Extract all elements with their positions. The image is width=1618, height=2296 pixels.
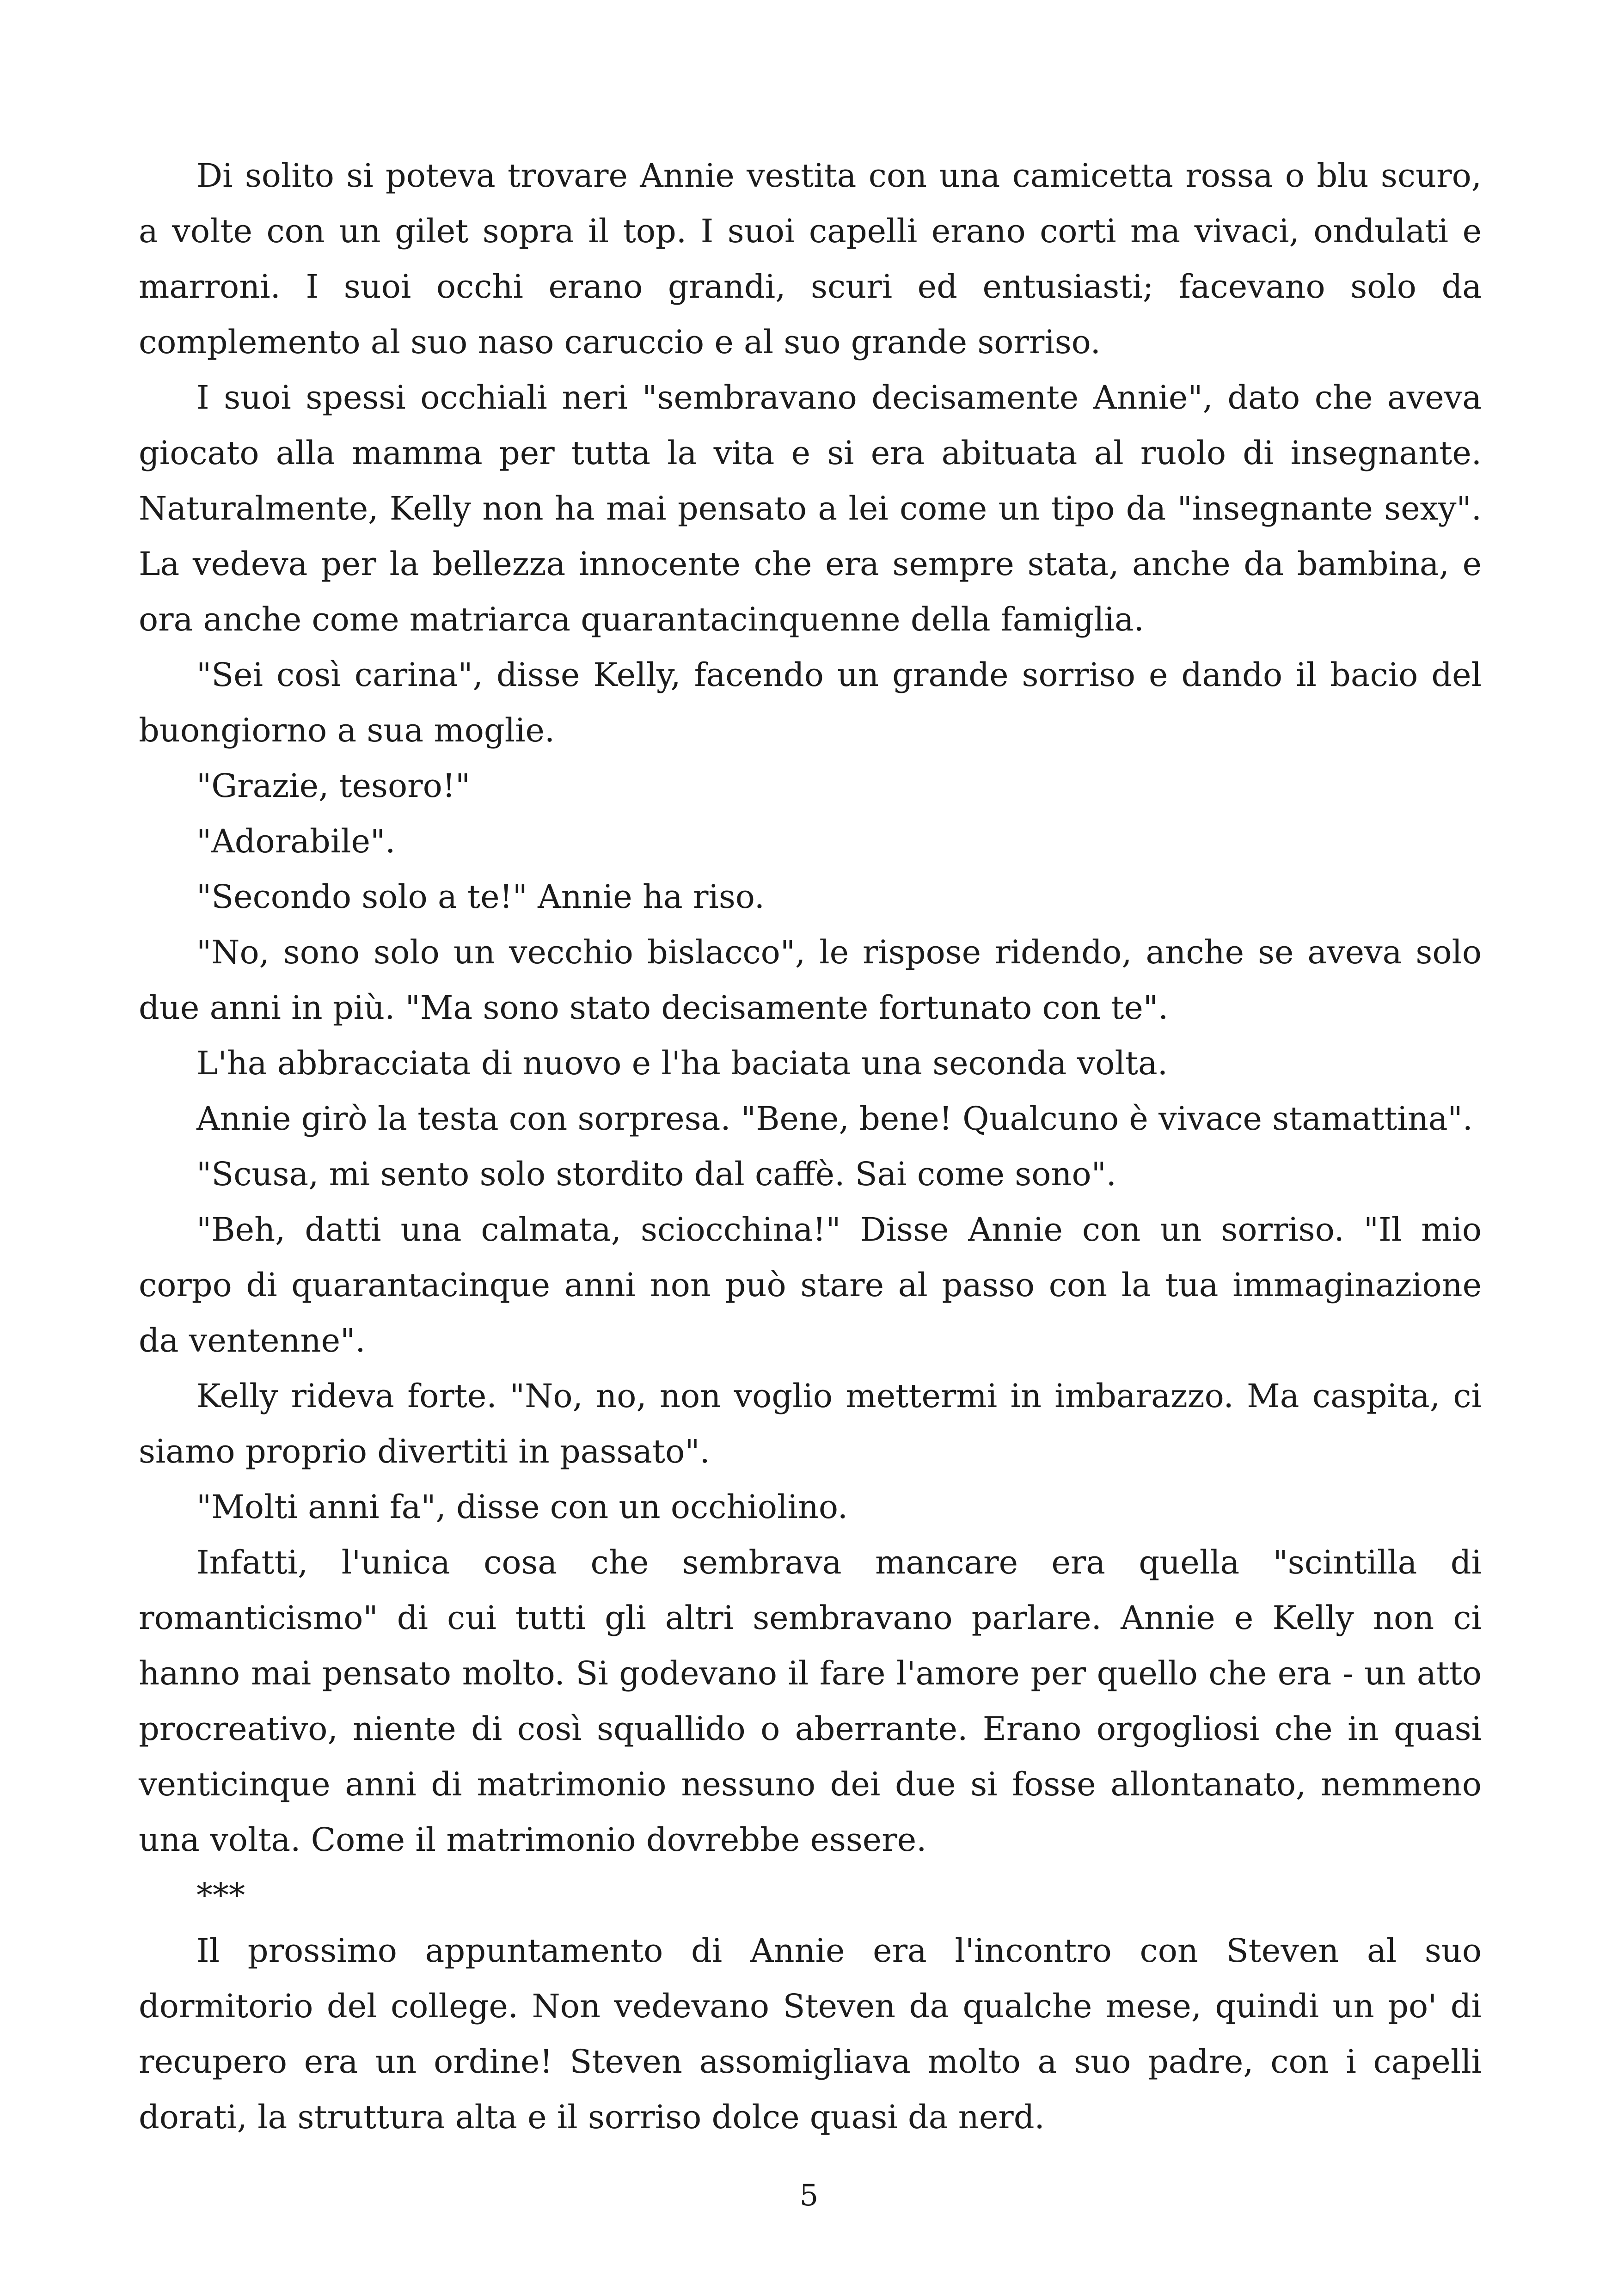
paragraph: "Scusa, mi sento solo stordito dal caffè. Sai come sono". [196,1155,1117,1193]
paragraph: Di solito si poteva trovare Annie vestita con una camicetta rossa o blu scuro, a volte con un gilet sopra il top. I suoi capelli erano corti ma vivaci, ondulati e marroni. I suoi occhi erano grandi, scuri ed entusiasti; facevano solo da complemento al suo naso caruccio e al suo grande sorriso. [139,157,1482,361]
paragraph: Annie girò la testa con sorpresa. "Bene, bene! Qualcuno è vivace stamattina". [196,1100,1473,1138]
paragraph: "Sei così carina", disse Kelly, facendo un grande sorriso e dando il bacio del buongiorno a sua moglie. [139,656,1482,749]
paragraph: "Molti anni fa", disse con un occhiolino. [196,1488,848,1526]
paragraph: "Adorabile". [196,822,396,860]
paragraph: "Secondo solo a te!" Annie ha riso. [196,878,765,916]
page-number: 5 [799,2179,819,2213]
paragraph: L'ha abbracciata di nuovo e l'ha baciata una seconda volta. [196,1044,1168,1082]
paragraph: Il prossimo appuntamento di Annie era l'incontro con Steven al suo dormitorio del college. Non vedevano Steven da qualche mese, quindi un po' di recupero era un ordine! Steven assomigliava molto a suo padre, con i capelli dorati, la struttura alta e il sorriso dolce quasi da nerd. [139,1932,1482,2136]
paragraph: "Beh, datti una calmata, sciocchina!" Disse Annie con un sorriso. "Il mio corpo di quarantacinque anni non può stare al passo con la tua immaginazione da ventenne". [139,1211,1482,1359]
paragraph: "No, sono solo un vecchio bislacco", le rispose ridendo, anche se aveva solo due anni in più. "Ma sono stato decisamente fortunato con te". [139,933,1482,1027]
paragraph: Infatti, l'unica cosa che sembrava mancare era quella "scintilla di romanticismo" di cui tutti gli altri sembravano parlare. Annie e Kelly non ci hanno mai pensato molto. Si godevano il fare l'amore per quello che era - un atto procreativo, niente di così squallido o aberrante. Erano orgogliosi che in quasi venticinque anni di matrimonio nessuno dei due si fosse allontanato, nemmeno una volta. Come il matrimonio dovrebbe essere. [139,1543,1482,1859]
paragraph: I suoi spessi occhiali neri "sembravano decisamente Annie", dato che aveva giocato alla mamma per tutta la vita e si era abituata al ruolo di insegnante. Naturalmente, Kelly non ha mai pensato a lei come un tipo da "insegnante sexy". La vedeva per la bellezza innocente che era sempre stata, anche da bambina, e ora anche come matriarca quarantacinquenne della famiglia. [139,379,1482,638]
body-text [139,148,1482,2145]
section-break: *** [196,1876,245,1914]
paragraph: "Grazie, tesoro!" [196,767,471,805]
paragraph: Kelly rideva forte. "No, no, non voglio mettermi in imbarazzo. Ma caspita, ci siamo proprio divertiti in passato". [139,1377,1482,1470]
